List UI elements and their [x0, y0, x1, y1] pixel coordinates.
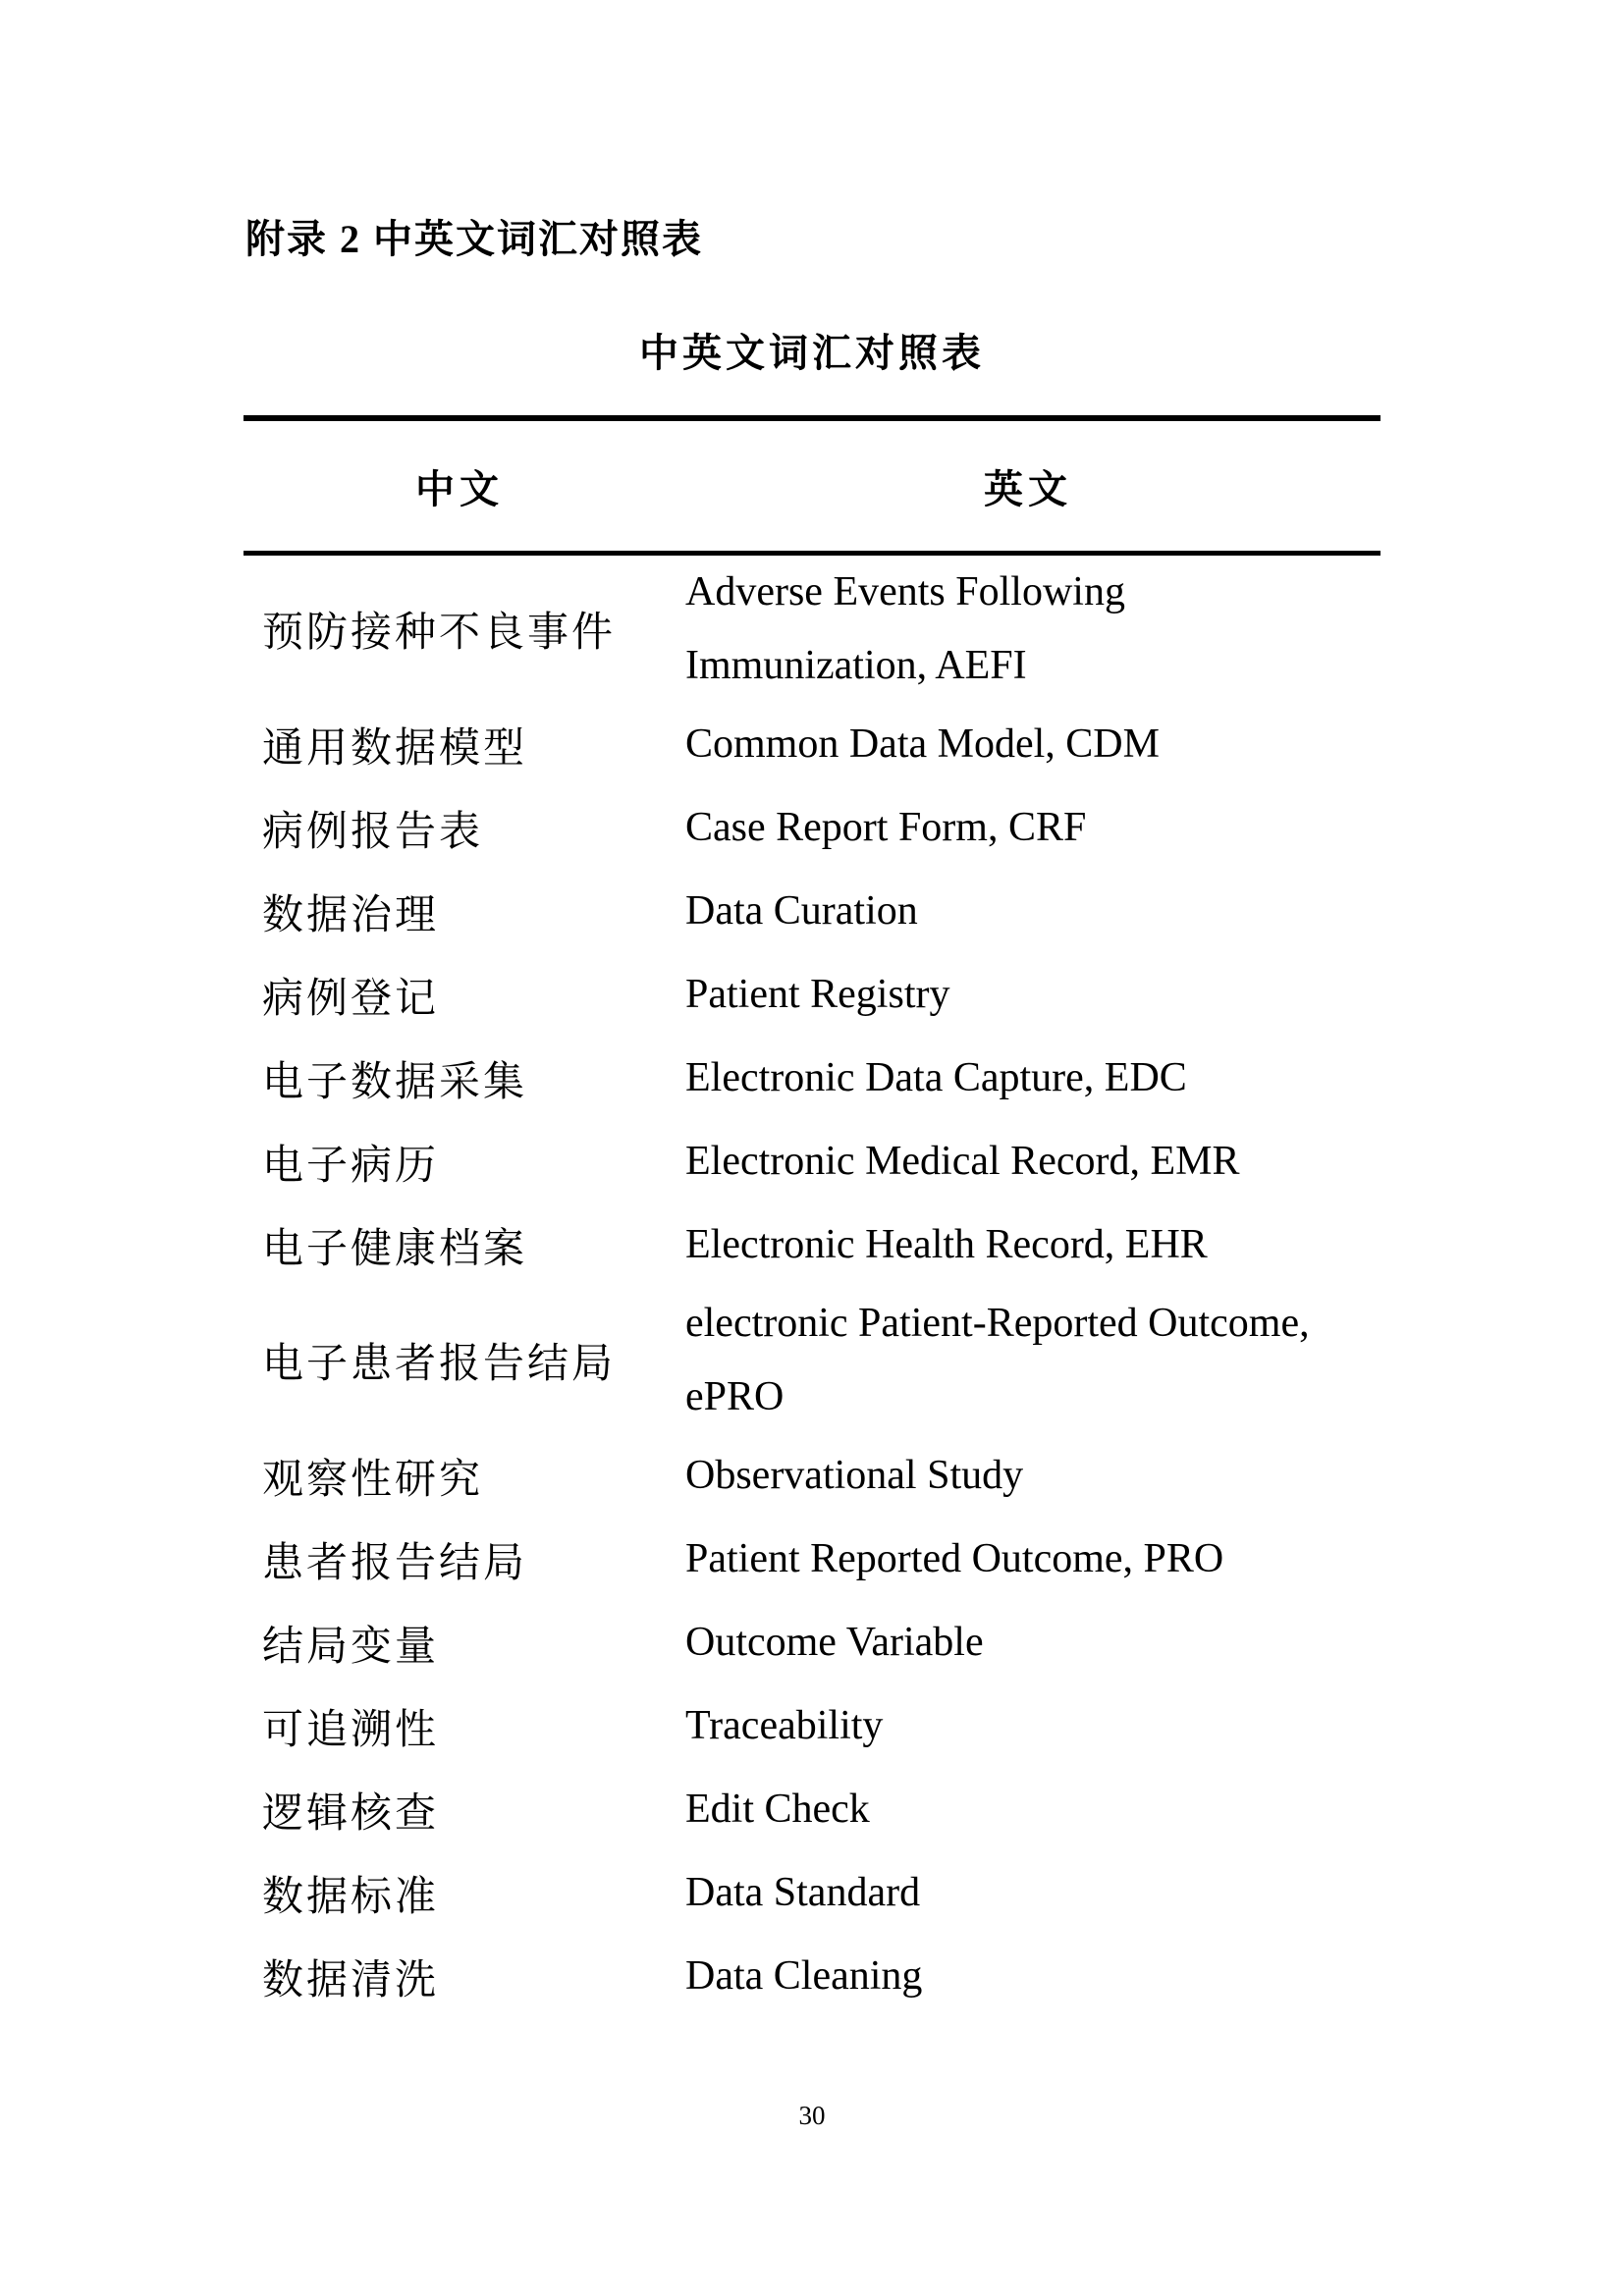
- table-row: [244, 870, 1380, 953]
- row-english-term: [676, 791, 1380, 865]
- table-body: [244, 556, 1380, 2018]
- row-chinese-term: 电子数据采集: [262, 1059, 528, 1105]
- table-row: [244, 1120, 1380, 1203]
- row-english-term: [676, 1940, 1380, 2013]
- english-term-line: Electronic Health Record, EHR: [685, 1222, 1208, 1267]
- english-term-line: ePRO: [685, 1374, 785, 1419]
- row-english-term: [676, 958, 1380, 1032]
- english-term-line: Patient Reported Outcome, PRO: [685, 1536, 1224, 1581]
- table-header-english: 英文: [984, 466, 1072, 511]
- table-row: [244, 1203, 1380, 1287]
- english-term-line: Edit Check: [685, 1787, 870, 1832]
- row-english-term: [676, 556, 1380, 703]
- table-header-row: [244, 421, 1380, 556]
- table-row: [244, 1037, 1380, 1120]
- table-row: [244, 1768, 1380, 1851]
- english-term-line: Data Standard: [685, 1870, 921, 1915]
- appendix-heading: 附录 2 中英文词汇对照表: [245, 217, 703, 261]
- row-chinese-term: 逻辑核查: [262, 1790, 440, 1837]
- row-chinese-term: 通用数据模型: [262, 725, 528, 772]
- row-english-term: [676, 1773, 1380, 1846]
- english-term-line: Adverse Events Following: [685, 569, 1125, 614]
- table-row: [244, 703, 1380, 786]
- row-chinese-term: 病例报告表: [262, 809, 484, 855]
- row-english-term: [676, 1606, 1380, 1680]
- english-term-line: Data Curation: [685, 888, 918, 934]
- table-row: [244, 1851, 1380, 1935]
- row-chinese-term: 观察性研究: [262, 1457, 484, 1503]
- row-english-term: [676, 1041, 1380, 1115]
- table-row: [244, 953, 1380, 1037]
- table-title: 中英文词汇对照表: [639, 331, 985, 375]
- english-term-line: Patient Registry: [685, 972, 950, 1017]
- vocab-table: [244, 415, 1380, 2018]
- table-row: [244, 786, 1380, 870]
- english-term-line: Outcome Variable: [685, 1620, 984, 1665]
- page-number: 30: [798, 2101, 826, 2130]
- row-english-term: [676, 1856, 1380, 1930]
- english-term-line: Electronic Data Capture, EDC: [685, 1055, 1187, 1100]
- row-english-term: [676, 1522, 1380, 1596]
- row-chinese-term: 患者报告结局: [262, 1540, 528, 1586]
- row-english-term: [676, 1208, 1380, 1282]
- english-term-line: Electronic Medical Record, EMR: [685, 1139, 1240, 1184]
- english-term-line: Common Data Model, CDM: [685, 721, 1160, 767]
- english-term-line: electronic Patient-Reported Outcome,: [685, 1301, 1310, 1346]
- row-chinese-term: 数据标准: [262, 1874, 440, 1920]
- table-row: [244, 1601, 1380, 1684]
- table-row: [244, 1518, 1380, 1601]
- table-header-chinese: 中文: [415, 466, 504, 511]
- english-term-line: Observational Study: [685, 1453, 1024, 1498]
- row-chinese-term: 预防接种不良事件: [262, 611, 617, 656]
- row-english-term: [676, 1287, 1380, 1434]
- english-term-line: Case Report Form, CRF: [685, 805, 1087, 850]
- row-chinese-term: 电子患者报告结局: [262, 1342, 617, 1387]
- english-term-line: Immunization, AEFI: [685, 643, 1027, 688]
- row-english-term: [676, 1125, 1380, 1199]
- table-row: [244, 556, 1380, 703]
- row-english-term: [676, 1439, 1380, 1513]
- english-term-line: Traceability: [685, 1703, 884, 1748]
- row-chinese-term: 可追溯性: [262, 1707, 440, 1753]
- row-english-term: [676, 875, 1380, 948]
- row-chinese-term: 电子健康档案: [262, 1226, 528, 1272]
- table-row: [244, 1434, 1380, 1518]
- table-row: [244, 1935, 1380, 2018]
- row-chinese-term: 结局变量: [262, 1624, 440, 1670]
- row-chinese-term: 电子病历: [262, 1143, 440, 1189]
- row-chinese-term: 数据治理: [262, 892, 440, 938]
- table-row: [244, 1287, 1380, 1434]
- english-term-line: Data Cleaning: [685, 1953, 923, 1999]
- row-english-term: [676, 708, 1380, 781]
- table-row: [244, 1684, 1380, 1768]
- row-english-term: [676, 1689, 1380, 1763]
- row-chinese-term: 病例登记: [262, 976, 440, 1022]
- row-chinese-term: 数据清洗: [262, 1957, 440, 2003]
